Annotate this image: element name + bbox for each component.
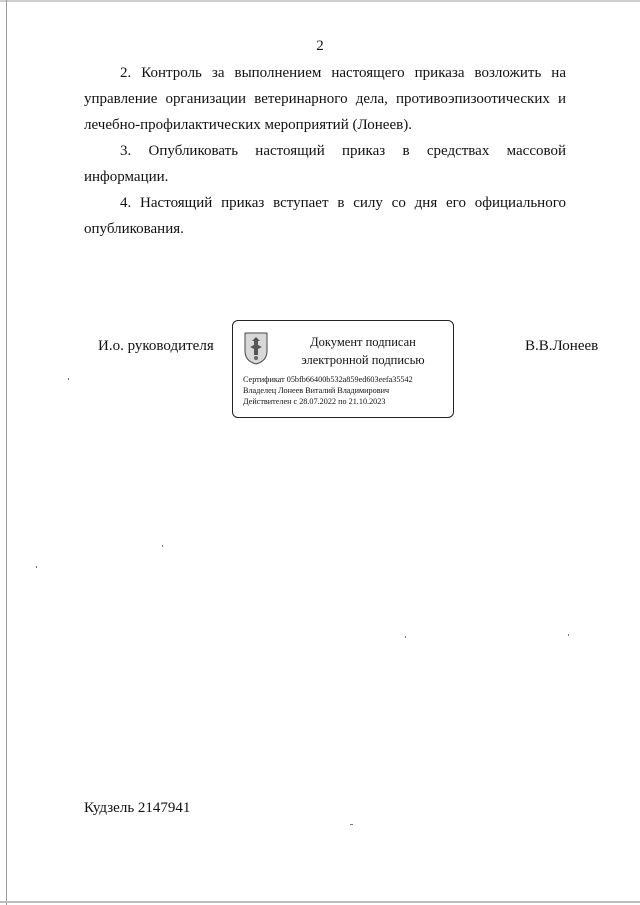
signer-position: И.о. руководителя	[98, 338, 214, 354]
paragraph-2: 2. Контроль за выполнением настоящего приказа возложить на управление организации ветеринарного дела, противоэпизоотических и лечебно-профилактических мероприятий (Лонеев).	[84, 65, 566, 133]
stamp-title-line-1: Документ подписан	[310, 335, 416, 349]
stamp-validity: Действителен с 28.07.2022 по 21.10.2023	[243, 397, 386, 406]
signature-block	[0, 320, 640, 430]
signer-name: В.В.Лонеев	[525, 338, 599, 354]
document-body	[84, 60, 566, 242]
scan-edge-bottom	[0, 901, 640, 903]
scan-edge-top	[0, 0, 640, 2]
scan-speck	[405, 636, 406, 638]
stamp-owner: Владелец Лонеев Виталий Владимирович	[243, 386, 390, 395]
paragraph-3: 3. Опубликовать настоящий приказ в средствах массовой информации.	[84, 143, 566, 185]
scan-speck	[162, 545, 163, 547]
stamp-certificate: Сертификат 05bfb66400b532a859ed603eefa35542	[243, 375, 413, 384]
scan-speck	[68, 378, 69, 380]
scan-speck	[350, 824, 353, 825]
scan-edge-left	[6, 0, 7, 905]
page-number: 2	[316, 38, 324, 54]
stamp-details	[243, 374, 451, 407]
paragraph-4: 4. Настоящий приказ вступает в силу со дня его официального опубликования.	[84, 195, 566, 237]
executor-code: Кудзель 2147941	[84, 800, 191, 816]
scan-speck	[36, 566, 37, 568]
stamp-title	[273, 333, 453, 369]
coat-of-arms-icon	[243, 331, 269, 365]
scan-speck	[568, 634, 569, 636]
electronic-signature-stamp	[232, 320, 454, 418]
stamp-title-line-2: электронной подписью	[301, 353, 425, 367]
